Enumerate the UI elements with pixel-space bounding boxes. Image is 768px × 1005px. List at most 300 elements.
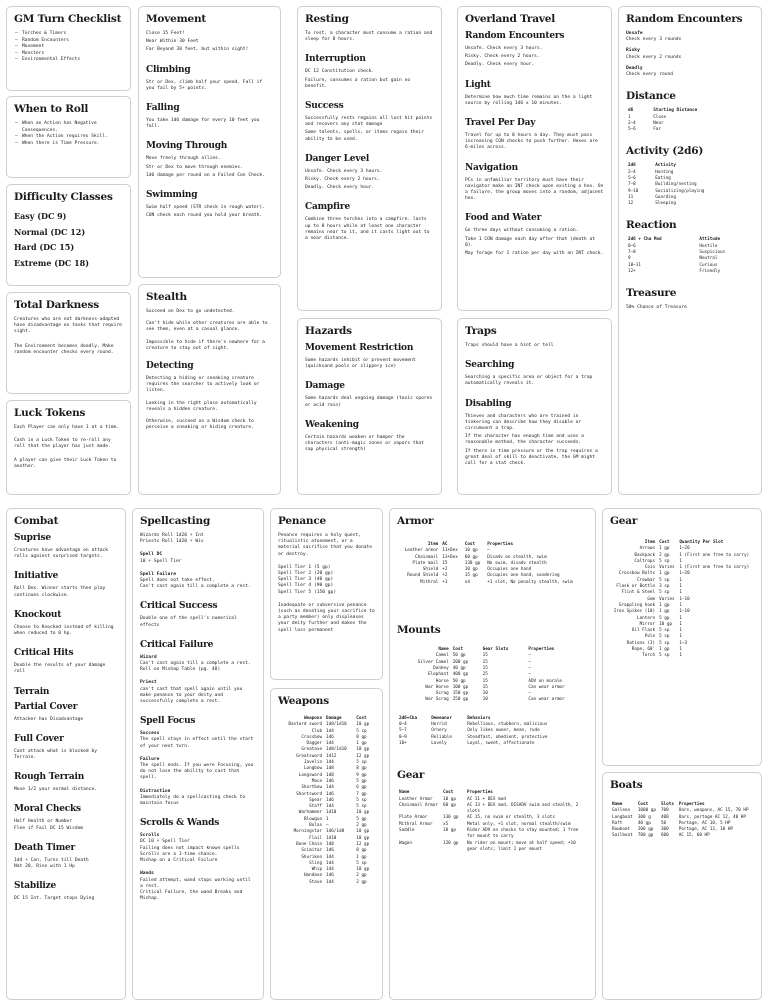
encounter-text: Deadly. Check every hour. (465, 62, 535, 68)
table-cell: Portage, AC 10, 5 HP (678, 820, 731, 826)
table-cell: 0–4 (399, 722, 407, 728)
spell-dc-heading: Spell DC (140, 552, 163, 558)
surprise-text: Creatures have advantage on attack rolls against surprised targets. (14, 548, 109, 560)
table-cell: Staff (309, 804, 323, 810)
table-header: Cost (464, 542, 476, 547)
table-header: Weapons (303, 716, 323, 721)
rough-terrain-heading: Rough Terrain (14, 772, 85, 783)
movement-restriction-text: Some hazards inhibit or prevent movement (quicksand pools or slippery ice) (305, 358, 416, 370)
table-cell: 15 (482, 665, 488, 671)
table-cell: 10 gp (356, 722, 370, 728)
table-cell: +1 (442, 579, 448, 585)
table-cell: 1 (679, 602, 682, 608)
table-cell: Javelin (303, 760, 323, 766)
penance-tier: Spell Tier 5 (150 gp) (278, 589, 337, 595)
table-cell: Pole (644, 634, 656, 640)
table-cell: 1d8/1d10 (326, 722, 347, 728)
difficulty-classes-card (6, 184, 131, 286)
detecting-text: Looking in the right place automatically reveals a hidden creature. (146, 400, 257, 412)
table-cell: 15 gp (464, 573, 478, 579)
mounts-rows (397, 653, 588, 703)
table-cell: 6 gp (356, 785, 367, 791)
boats-title: Boats (610, 779, 643, 791)
navigation-text: PCs in unfamiliar territory must have their navigator make an INT check upon exiting a hex. On a failure, the group moves into a random, adjacent hex. (465, 177, 604, 202)
damage-heading: Damage (305, 381, 345, 392)
table-cell: Occupies one hand, sundering (487, 573, 560, 579)
hazards-title: Hazards (305, 325, 352, 337)
distance-table (626, 108, 754, 133)
table-cell: 40 gp (637, 820, 651, 826)
interruption-text: DC 12 Constitution check. (305, 69, 375, 75)
table-cell: Only likes owner, mean, rude (467, 728, 540, 734)
when-to-roll-card (6, 96, 131, 178)
table-cell: +2 (442, 573, 448, 579)
table-cell: No rider on mount; move at half speed; +10 gear slots; limit 1 per mount (467, 840, 576, 852)
movement-restriction-heading: Movement Restriction (305, 343, 414, 353)
table-cell: Friendly (699, 268, 721, 274)
table-cell: – (528, 691, 531, 697)
table-cell: 1–20 (679, 571, 690, 577)
table-header: Properties (467, 790, 493, 796)
table-cell: Close (653, 114, 667, 120)
table-cell: 1 (679, 615, 682, 621)
table-cell: 10 gp (356, 810, 370, 816)
table-cell: Sling (309, 860, 323, 866)
table-cell: Grappling hook (618, 602, 656, 608)
moving-through-heading: Moving Through (146, 141, 228, 152)
wizard-text: Roll on Mishap Table (pg. 48) (140, 667, 221, 673)
table-cell: 1d8 (326, 766, 334, 772)
table-cell: 5 gp (659, 615, 670, 621)
table-cell: 1–20 (679, 546, 690, 552)
table-cell: 7 gp (356, 791, 367, 797)
table-cell: ADV on morale (528, 678, 563, 684)
table-cell: x5 (443, 821, 449, 827)
activity-heading: Activity (2d6) (626, 145, 704, 158)
table-header: Cost (637, 802, 649, 807)
climbing-heading: Climbing (146, 64, 191, 75)
table-cell: 600 (660, 833, 669, 839)
table-cell: – (528, 665, 531, 671)
table-cell: 1d4 (326, 879, 334, 885)
resting-text: To rest, a character must consume a ration and sleep for 8 hours. (305, 31, 433, 43)
table-cell: 10 (482, 697, 488, 703)
table-cell: Crossbow Bolts (618, 571, 656, 577)
table-cell: War Scrag (425, 697, 449, 703)
initiative-text: Roll Dex. Winner starts then play continues clockwise. (14, 586, 106, 598)
knockout-heading: Knockout (14, 609, 62, 620)
table-cell: Silver Camel (417, 659, 449, 665)
penance-card (270, 508, 383, 680)
table-cell: 15 (442, 560, 448, 566)
table-cell: 10 gp (443, 828, 456, 834)
table-cell: Rowboat (612, 827, 631, 833)
penance-tier: Spell Tier 3 (40 gp) (278, 577, 334, 583)
table-cell: Morningstar (293, 829, 323, 835)
table-cell: Hunting (655, 169, 674, 175)
table-cell: Blowgun (303, 816, 323, 822)
table-cell: 40 gp (452, 665, 466, 671)
death-timer-text: Nat 20, Rise with 1 Hp (14, 864, 75, 870)
table-header: Item (644, 540, 656, 545)
table-cell: Plate Armor (399, 815, 428, 821)
table-cell: 7–8 (628, 250, 636, 256)
table-cell: 1–10 (679, 596, 690, 602)
table-cell: 10–11 (628, 262, 641, 268)
armor-table (397, 542, 588, 586)
table-cell: Club (311, 728, 323, 734)
table-header: Properties (487, 542, 514, 547)
table-cell: Oars, weapons, AC 15, 70 HP (678, 808, 749, 814)
gear-card (602, 508, 762, 766)
table-cell: 1 (679, 621, 682, 627)
table-cell: 5 sp (659, 577, 670, 583)
table-cell: 2 gp (356, 873, 367, 879)
traps-card (457, 318, 612, 495)
table-cell: AC 13 + DEX mod, DISADV swim and stealth, 2 slots (467, 802, 579, 815)
table-header: Name (438, 647, 449, 653)
table-row (397, 580, 588, 586)
table-cell: Greataxe (301, 747, 323, 753)
table-cell: 2 gp (659, 552, 670, 558)
table-cell: Wagon (399, 840, 412, 846)
table-cell: Mithral (420, 579, 439, 585)
table-cell: Coin (644, 565, 656, 571)
danger-label: Risky (626, 48, 640, 54)
table-cell: 200 gp (452, 659, 469, 665)
table-row (278, 880, 375, 886)
table-cell: 5 sp (356, 760, 367, 766)
gear-table (610, 540, 754, 660)
luck-text: A player can give their Luck Token to another. (14, 457, 117, 469)
table-cell: 10 gp (356, 829, 370, 835)
travel-per-day-text: Travel for up to 8 hours a day. They must pass increasing CON checks to push further. Hexes are 6-miles across. (465, 133, 598, 151)
table-cell: 8 gp (356, 766, 367, 772)
table-cell: 5 cp (356, 728, 367, 734)
table-header: Name (612, 802, 623, 807)
table-cell: 250 gp (452, 697, 469, 703)
table-header: Gear Slots (482, 647, 509, 653)
danger-text: Deadly. Check every hour. (305, 185, 375, 191)
table-cell: Neutral (699, 256, 718, 262)
table-cell: 1–3 (679, 640, 688, 646)
stabilize-heading: Stabilize (14, 881, 57, 892)
reaction-table (626, 237, 754, 275)
table-cell: 0–6 (628, 243, 636, 249)
table-cell: Building/nesting (655, 182, 697, 188)
overland-travel-title: Overland Travel (465, 13, 556, 25)
movement-card (138, 6, 281, 278)
table-cell: 1d10 (326, 810, 337, 816)
list-item: – Movement (14, 44, 123, 51)
table-cell: Backpack (634, 552, 656, 558)
campfire-text: Combine three torches into a campfire. lasts up to 8 hours while at least one character remains near to it, and it casts light out to a near distance. (305, 217, 430, 242)
table-cell: War Horse (425, 684, 449, 690)
table-cell: Far (653, 127, 661, 133)
encounter-text: Risky. Check every 2 hours. (465, 54, 540, 60)
table-cell: Sleeping (655, 201, 676, 207)
table-cell: Crossbow (301, 734, 323, 740)
initiative-heading: Initiative (14, 571, 59, 582)
table-header: Attitude (699, 237, 721, 243)
boats-table (610, 802, 754, 840)
table-cell: Lantern (636, 615, 656, 621)
table-cell: Longbow (303, 766, 323, 772)
armor-title: Armor (397, 515, 434, 527)
scrolls-wands-heading: Scrolls & Wands (140, 818, 220, 829)
treasure-text: 50% Chance of Treasure (626, 305, 687, 311)
table-header: Cost (356, 716, 367, 721)
table-cell: 1000 gp (637, 808, 656, 814)
gm-checklist-card (6, 6, 131, 91)
list-item: – When an Action has Negative Consequences. (14, 121, 123, 134)
table-cell: 9 (628, 256, 631, 262)
armor-rows (397, 548, 588, 586)
table-cell: Rations (3) (626, 640, 656, 646)
table-cell: Handaxe (303, 873, 323, 879)
table-cell: 400 gp (452, 672, 469, 678)
disabling-heading: Disabling (465, 398, 512, 409)
table-cell: 1d8/1d10 (326, 747, 347, 753)
table-cell: Spear (309, 797, 323, 803)
table-cell: 11+Dex (442, 548, 458, 554)
table-header: Behaviors (467, 715, 491, 721)
light-text: Determine how much time remains on the a light source by rolling 1d6 x 10 minutes. (465, 94, 593, 106)
table-row (626, 201, 754, 207)
table-cell: 5 sp (659, 558, 670, 564)
table-cell: Rebellious, stubborn, malicious (467, 722, 548, 728)
table-cell: – (326, 823, 329, 829)
table-header: Damage (326, 716, 342, 721)
stealth-text: Impossible to hide if there's nowhere for a creature to stay out of sight. (146, 339, 265, 351)
scrolls-text: Scrolls are a 1-time chance. (140, 851, 218, 857)
travel-per-day-heading: Travel Per Day (465, 118, 536, 129)
difficulty-extreme: Extreme (DC 18) (14, 257, 89, 268)
scrolls-text: Mishap on a Critical Failure (140, 858, 218, 864)
spell-dc-text: 10 + Spell Tier (140, 558, 182, 564)
table-cell: 9–10 (628, 188, 639, 194)
penance-text: Penance requires a holy quest, ritualistic atonement, or a material sacrifice that you donate or destroy. (278, 533, 373, 557)
table-cell: 1 (679, 634, 682, 640)
weakening-heading: Weakening (305, 419, 359, 430)
table-cell: 1d4 (326, 785, 334, 791)
table-cell: Loyal, sweet, affectionate (467, 740, 535, 746)
table-row (397, 803, 588, 816)
spellcasting-roll: Priests Roll 1d20 + Wis (140, 539, 204, 545)
damage-text: Some hazards deal ongoing damage (toxic spores or acid rain) (305, 396, 433, 408)
table-cell: 400 (660, 814, 669, 820)
list-item: – Environmental Effects (14, 57, 123, 64)
mounts-title: Mounts (397, 624, 441, 637)
table-cell: Socializing/playing (655, 188, 705, 194)
table-cell: 5 sp (659, 653, 670, 659)
death-timer-text: 1d4 + Con, Turns till Death (14, 857, 89, 863)
range-close: Close 15 Feet! (146, 31, 185, 36)
falling-heading: Falling (146, 103, 180, 114)
table-cell: 8 gp (356, 848, 367, 854)
table-cell: 120 gp (443, 840, 459, 846)
table-cell: 15 (482, 684, 488, 690)
total-darkness-title: Total Darkness (14, 299, 99, 311)
critical-success-text: Double one of the spell's numerical effects (140, 616, 237, 628)
spell-focus-heading: Spell Focus (140, 716, 196, 727)
table-cell: 1 gp (356, 741, 367, 747)
table-cell: Flask or Bottle (616, 584, 656, 590)
table-cell: Leather Armor (399, 796, 433, 802)
penance-title: Penance (278, 515, 327, 527)
reaction-rows (626, 244, 754, 275)
resting-title: Resting (305, 13, 349, 25)
table-cell: Greatsword (296, 753, 323, 759)
table-cell: – (528, 653, 531, 659)
boats-rows (610, 808, 754, 839)
partial-cover-text: Attacker has Disadvantage (14, 716, 84, 722)
table-cell: 700 gp (637, 833, 654, 839)
table-cell: Hostile (699, 243, 718, 249)
table-header: Starting Distance (653, 108, 698, 114)
luck-tokens-card (6, 400, 131, 495)
weapons-card (270, 688, 383, 1000)
table-cell: Whip (311, 867, 323, 873)
table-cell: 5 gp (356, 778, 367, 784)
table-cell: 1d4 (326, 804, 334, 810)
table-cell: 1–10 (679, 609, 690, 615)
table-cell: 1d6 (326, 848, 334, 854)
table-cell: Horrid (431, 722, 447, 728)
wizard-heading: Wizard (140, 654, 157, 660)
table-cell: 7–8 (628, 182, 636, 188)
full-cover-text: Cant attack what is blocked by Terrain. (14, 748, 97, 761)
table-cell: 2 gp (356, 879, 367, 885)
armor-mounts-gear-card (389, 508, 596, 1000)
table-row (397, 697, 588, 703)
table-cell: Raft (612, 820, 623, 826)
table-cell: 10 (482, 691, 488, 697)
scrolls-heading: Scrolls (140, 833, 160, 839)
table-cell: 1 (326, 816, 329, 822)
luck-tokens-title: Luck Tokens (14, 407, 86, 419)
distraction-text: Immediately do a spellcasting check to maintain focus (140, 794, 246, 807)
danger-frequency: Check every round (626, 72, 674, 78)
gear-secondary-rows (397, 797, 588, 854)
table-header: Activity (655, 163, 676, 169)
table-row (397, 741, 588, 747)
table-cell: Oars, portage AC 12, 40 HP (678, 814, 746, 820)
knockout-text: Choose to Knocked instead of killing when reduced to 0 hp. (14, 624, 114, 637)
focus-failure-text: The spell ends. If you were Focusing, you do not lose the ability to cast that spell. (140, 763, 254, 781)
full-cover-heading: Full Cover (14, 733, 64, 744)
wands-text: Failed attempt, wand stops working until a rest. (140, 877, 251, 889)
table-cell: 10 gp (356, 835, 370, 841)
table-cell: 1 (628, 114, 631, 120)
table-cell: Chainmail Armor (399, 802, 438, 808)
table-cell: Dagger (306, 741, 323, 747)
overland-travel-card (457, 6, 612, 311)
activity-table (626, 163, 754, 207)
weapons-title: Weapons (278, 695, 329, 707)
table-cell: 1 gp (356, 854, 367, 860)
weakening-text: Certain hazards weaken or hamper the characters (anti-magic zones or vapors that sap physical strength) (305, 434, 424, 453)
table-cell: Flint & Steel (621, 590, 656, 596)
list-item: – When the Action requires Skill. (14, 134, 123, 141)
table-cell: 5 sp (356, 860, 367, 866)
table-header: AC (442, 542, 448, 547)
rough-terrain-text: Move 1/2 your normal distance. (14, 787, 97, 793)
table-header: Item (427, 542, 439, 547)
table-cell: +2 (442, 567, 448, 573)
table-cell: 11 (628, 194, 634, 200)
demeanor-rows (397, 722, 588, 747)
table-cell: – (528, 672, 531, 678)
table-cell: 5–6 (628, 176, 636, 181)
food-and-water-heading: Food and Water (465, 213, 542, 224)
table-cell: 50 gp (452, 678, 466, 684)
table-cell: 12 gp (356, 753, 370, 759)
food-water-text: May forage for 1 ration per day with an INT check. (465, 251, 604, 257)
searching-heading: Searching (465, 360, 515, 371)
table-cell: 1 (First one free to carry) (679, 552, 750, 558)
table-header: 2d6 + Cha Mod (628, 237, 662, 243)
table-cell: AC 11 + DEX mod (467, 796, 506, 802)
gear-secondary-table (397, 790, 588, 853)
list-item: – When there is Time Pressure. (14, 141, 123, 148)
table-cell: 700 (660, 808, 669, 814)
table-cell: Bastard sword (288, 722, 323, 728)
critical-hits-text: Double the results of your damage roll (14, 663, 106, 675)
moral-checks-text: Flee if Fail DC 15 Wisdom (14, 825, 84, 831)
table-cell: Shuriken (301, 854, 323, 860)
difficulty-classes-title: Difficulty Classes (14, 191, 113, 203)
demeanor-table (397, 716, 588, 747)
table-cell: 300 g (637, 814, 651, 820)
table-header: d6 (628, 108, 634, 114)
distance-heading: Distance (626, 90, 676, 103)
table-cell: 9 gp (356, 772, 367, 778)
terrain-heading: Terrain (14, 686, 50, 697)
focus-success-heading: Success (140, 731, 160, 737)
table-cell: 1d6 (326, 791, 334, 797)
danger-text: Risky. Check every 2 hours. (305, 177, 380, 183)
darkness-text: Creatures who are not darkness-adapted have disadvantage on tasks that require sight. (14, 317, 122, 335)
death-timer-heading: Death Timer (14, 842, 76, 853)
table-header: Quantity Per Slot (679, 540, 724, 545)
table-cell: 10 gp (356, 747, 370, 753)
stabilize-text: DC 15 Int. Target stops Dying (14, 896, 95, 902)
table-cell: 50 (660, 820, 667, 826)
table-cell: 1 gp (659, 647, 670, 653)
reaction-heading: Reaction (626, 219, 677, 232)
range-far: Far Beyond 30 feet, but within sight! (146, 47, 249, 53)
table-cell: 12+ (628, 268, 636, 274)
priest-heading: Priest (140, 680, 157, 686)
stealth-text: Can't hide while other creatures are able to see them, even at a casual glance. (146, 321, 268, 333)
luck-text: Cash in a Luck Token to re-roll any roll that the player has just made. (14, 438, 111, 450)
spell-failure-text: Spell does not take effect. (140, 578, 215, 584)
table-cell: 1 (First one free to carry) (679, 565, 750, 571)
stealth-text: Succeed on Dex to go undetected. (146, 309, 235, 314)
table-row (397, 841, 588, 854)
wands-text: Critical Failure, the wand Breaks and Mishap. (140, 889, 243, 902)
table-cell: 5 sp (356, 804, 367, 810)
partial-cover-heading: Partial Cover (14, 701, 78, 712)
table-cell: Rider ADV on checks to stay mounted; 1 free for mount to carry (467, 828, 579, 840)
searching-text: Searching a specific area or object for a trap automatically reveals it. (465, 375, 593, 387)
table-cell: Elephant (427, 672, 449, 678)
table-cell: 2–4 (628, 120, 636, 126)
climbing-text: Str or Dex, climb half your speed. Fall if you fail by 5+ points. (146, 79, 263, 91)
danger-frequency: Check every 3 rounds (626, 37, 682, 43)
table-cell: Eating (655, 176, 671, 181)
